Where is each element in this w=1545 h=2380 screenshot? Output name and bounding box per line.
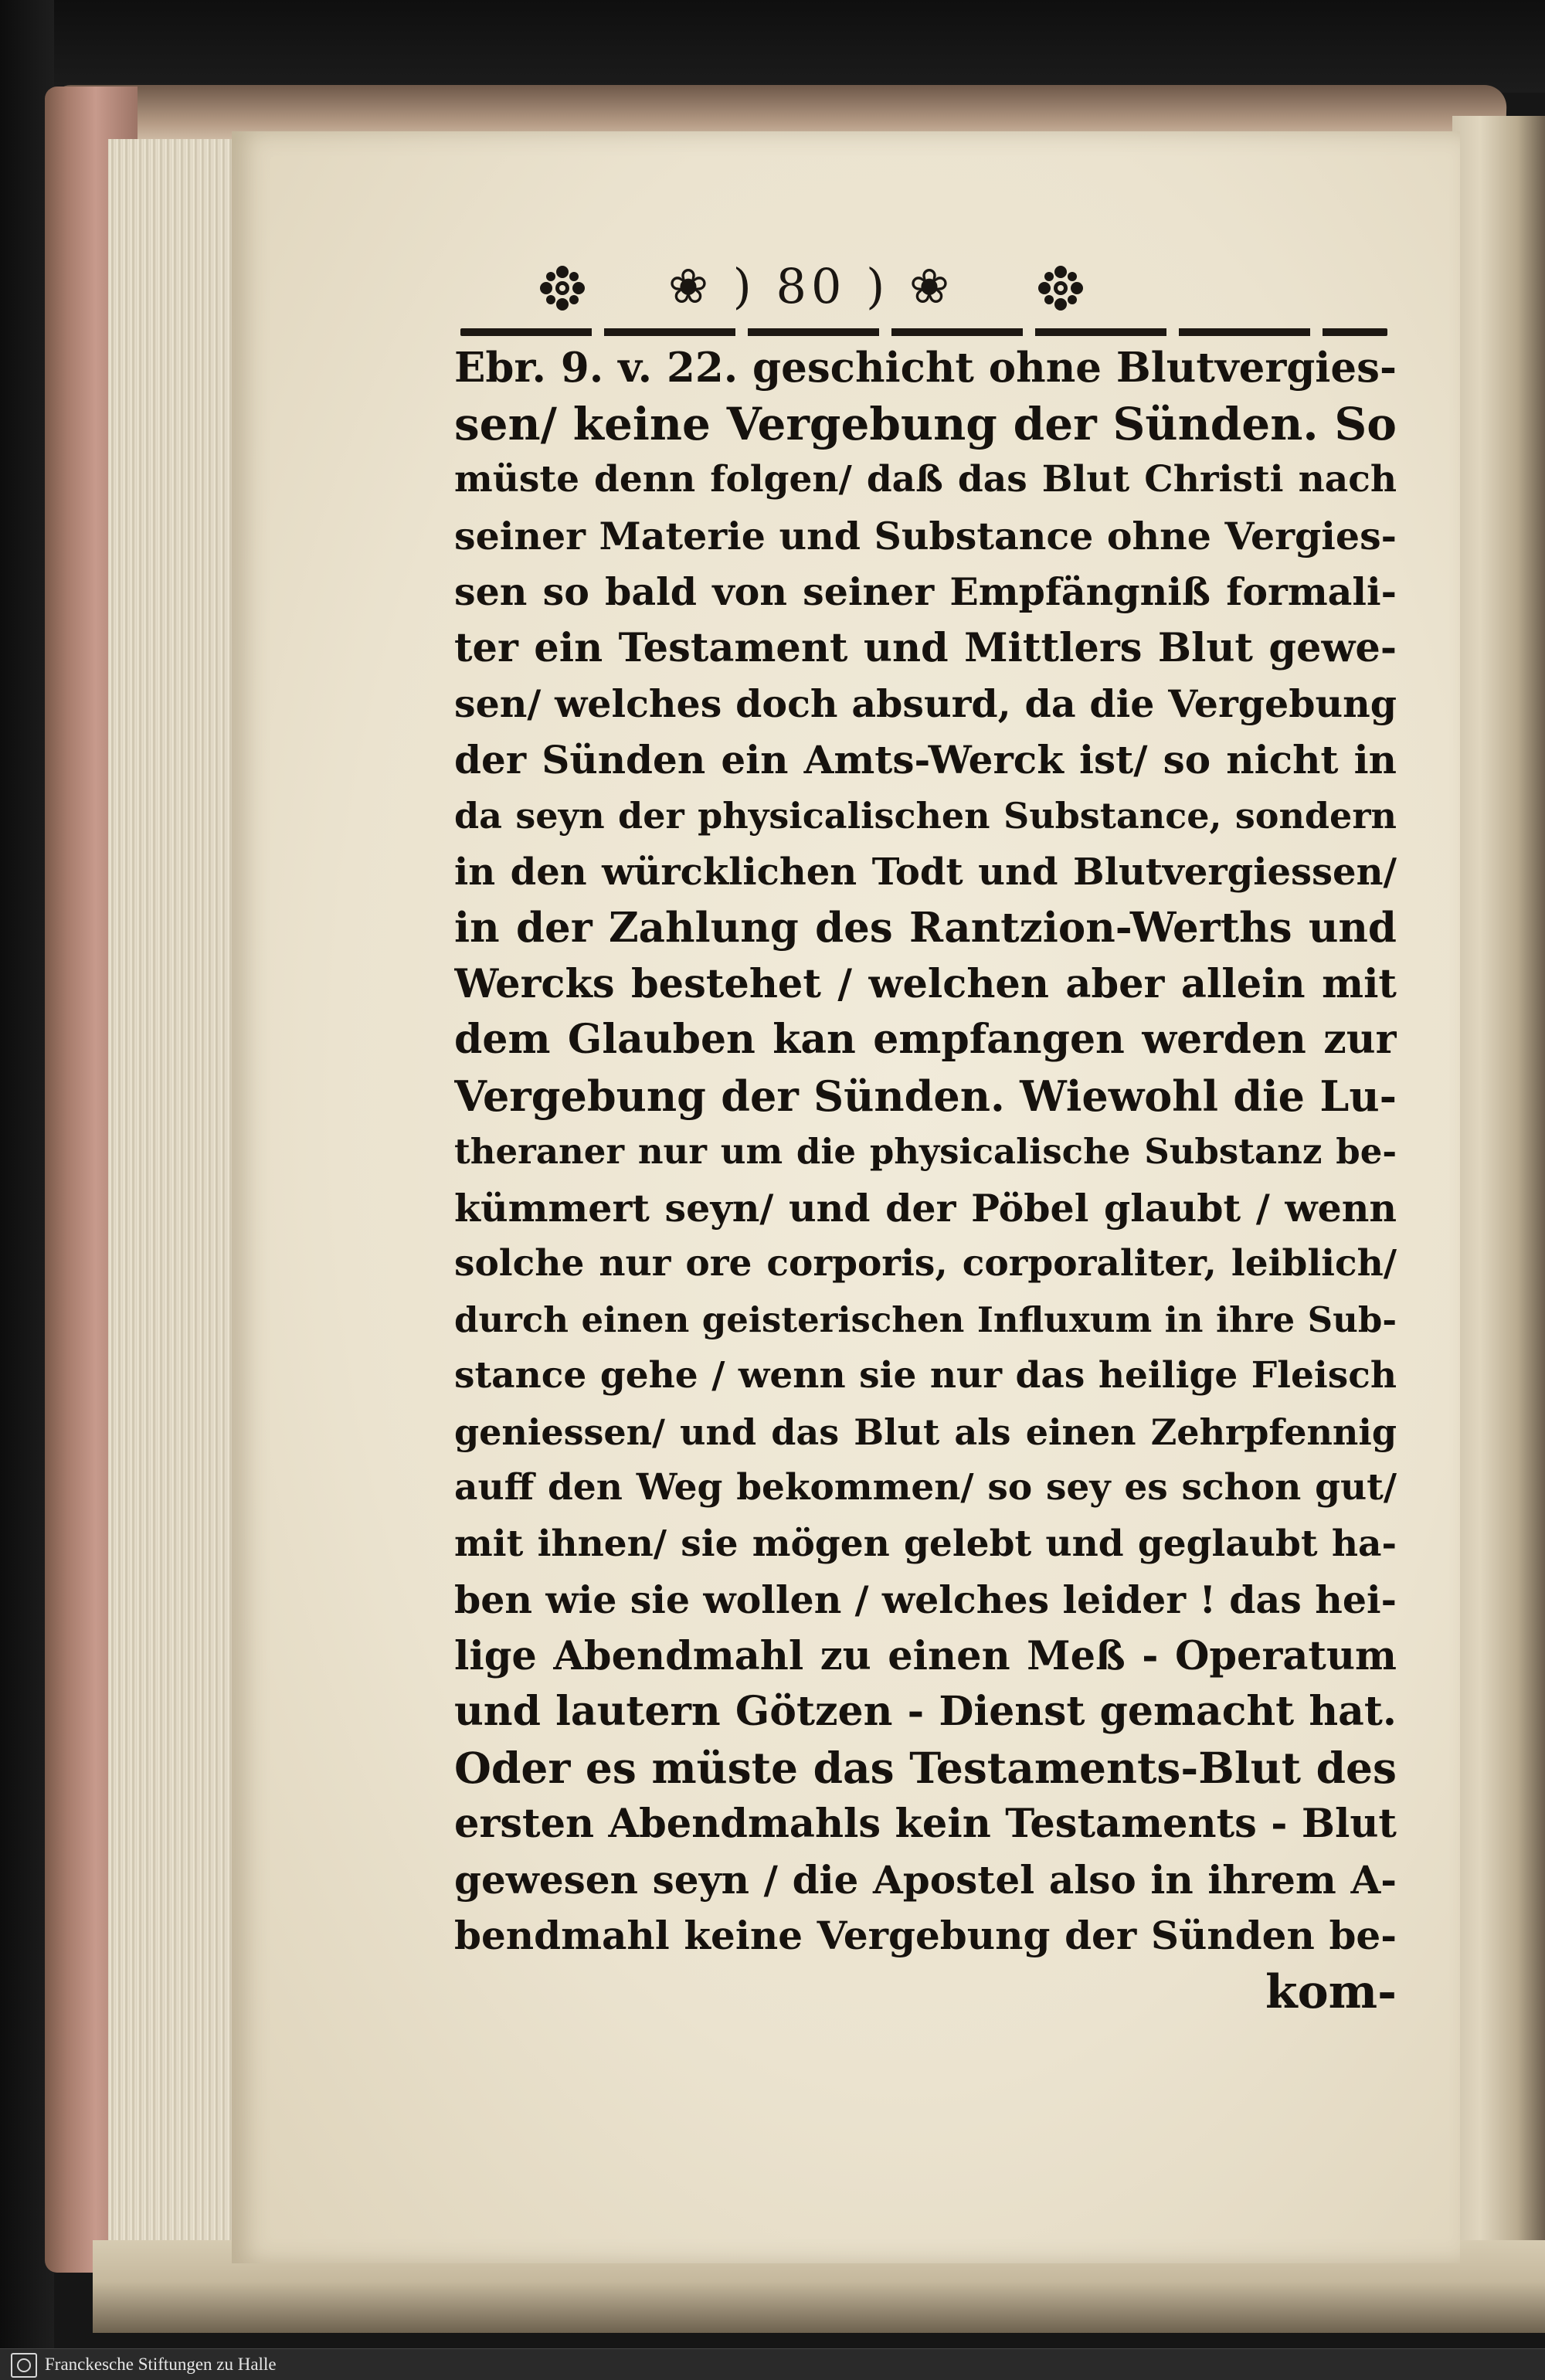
text-line: stance gehe / wenn sie nur das heilige Fleisch	[454, 1354, 1397, 1397]
text-line: theraner nur um die physicalische Substanz be-	[454, 1131, 1397, 1172]
right-flower-ornament-icon	[1035, 263, 1086, 314]
text-line: bendmahl keine Vergebung der Sünden be-	[454, 1913, 1397, 1958]
text-line: sen/ keine Vergebung der Sünden. So	[454, 397, 1397, 450]
institution-name: Franckesche Stiftungen zu Halle	[45, 2355, 277, 2374]
text-line: kümmert seyn/ und der Pöbel glaubt / wenn	[454, 1185, 1397, 1231]
text-line: auff den Weg bekommen/ so sey es schon gut/	[454, 1466, 1397, 1509]
text-line: müste denn folgen/ daß das Blut Christi nach	[454, 458, 1397, 501]
text-line: ben wie sie wollen / welches leider ! das hei-	[454, 1577, 1397, 1622]
header-divider-rule	[460, 328, 1387, 336]
text-line: solche nur ore corporis, corporaliter, leiblich/	[454, 1242, 1397, 1285]
text-line: ter ein Testament und Mittlers Blut gewe-	[454, 624, 1397, 671]
background-top	[0, 0, 1545, 93]
text-line: ersten Abendmahls kein Testaments - Blut	[454, 1801, 1397, 1847]
text-line: Oder es müste das Testaments-Blut des	[454, 1742, 1397, 1793]
text-line: geniessen/ und das Blut als einen Zehrpfennig	[454, 1411, 1397, 1453]
text-line: und lautern Götzen - Dienst gemacht hat.	[454, 1688, 1397, 1735]
text-line: mit ihnen/ sie mögen gelebt und geglaubt ha-	[454, 1522, 1397, 1565]
body-text	[454, 340, 1397, 2020]
facing-page-edge	[1452, 116, 1545, 2294]
page-stack-edges	[108, 139, 239, 2271]
text-line: sen so bald von seiner Empfängniß formali-	[454, 569, 1397, 614]
text-line: seiner Materie und Substance ohne Vergies-	[454, 513, 1397, 559]
text-line: dem Glauben kan empfangen werden zur	[454, 1016, 1397, 1063]
page-number: ❀ ) 80 ) ❀	[668, 258, 954, 314]
text-line: sen/ welches doch absurd, da die Vergebung	[454, 681, 1397, 726]
text-line: der Sünden ein Amts-Werck ist/ so nicht in	[454, 736, 1397, 783]
text-line: durch einen geisterischen Influxum in ihre Sub-	[454, 1299, 1397, 1340]
text-line: lige Abendmahl zu einen Meß - Operatum	[454, 1632, 1397, 1679]
text-line: in den würcklichen Todt und Blutvergiessen/	[454, 850, 1397, 894]
text-line: Ebr. 9. v. 22. geschicht ohne Blutvergies-	[454, 344, 1397, 392]
text-line: gewesen seyn / die Apostel also in ihrem A-	[454, 1856, 1397, 1903]
catchword: kom-	[1265, 1964, 1397, 2019]
text-line: Wercks bestehet / welchen aber allein mit	[454, 960, 1397, 1007]
institution-logo-icon	[11, 2353, 37, 2378]
text-line: in der Zahlung des Rantzion-Werths und	[454, 904, 1397, 952]
text-line: Vergebung der Sünden. Wiewohl die Lu-	[454, 1071, 1397, 1121]
page-header	[464, 253, 1159, 323]
text-line: da seyn der physicalischen Substance, sondern	[454, 795, 1397, 837]
